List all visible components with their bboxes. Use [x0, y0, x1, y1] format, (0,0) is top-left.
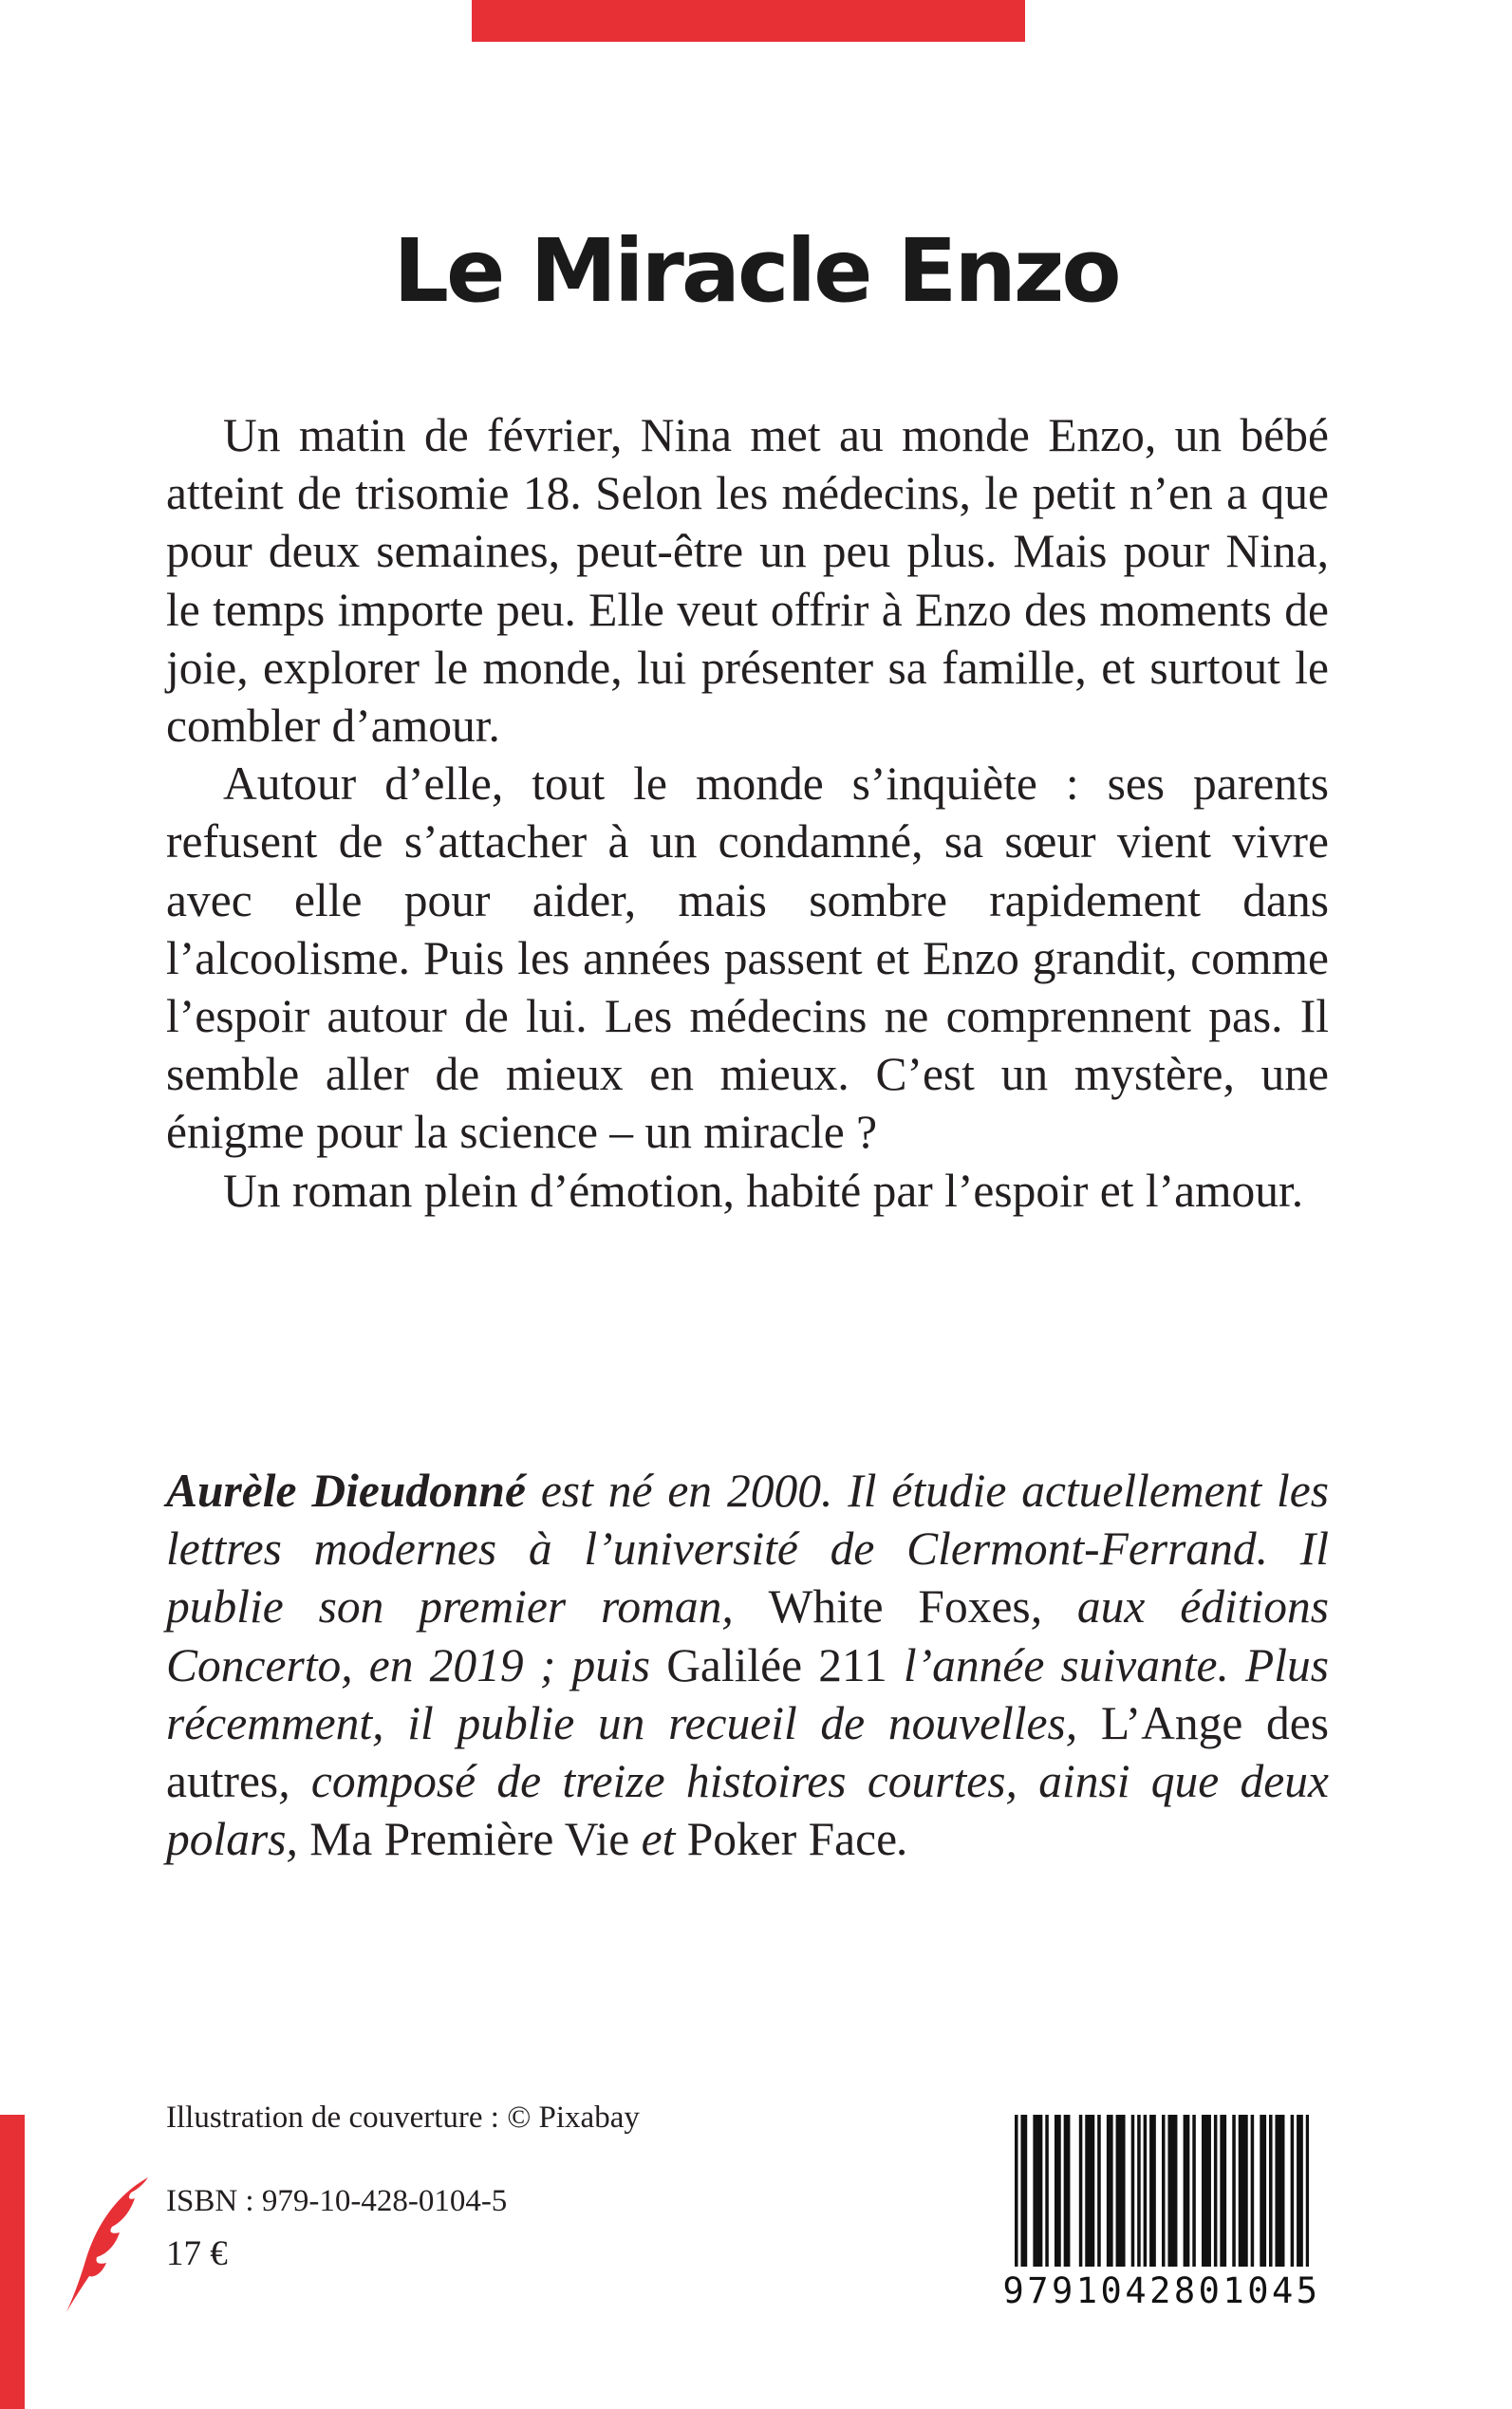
bio-text: est né en 2000. Il étudie actuellement les lettres modernes à l’université de Clermont-Ferrand. Il publie son premier roman,: [166, 1465, 1329, 1634]
barcode-bar: [1167, 2115, 1171, 2267]
bio-text: .: [897, 1813, 909, 1866]
barcode-bar: [1275, 2115, 1279, 2267]
barcode-bar: [1192, 2115, 1196, 2267]
barcode-bar: [1055, 2115, 1058, 2267]
barcode-bar: [1057, 2115, 1061, 2267]
book-title-lange-des-autres: L’Ange des autres: [166, 1696, 1329, 1808]
barcode-bar: [1202, 2115, 1205, 2267]
blurb-paragraph-3: Un roman plein d’émotion, habité par l’espoir et l’amour.: [223, 1164, 1304, 1217]
red-quill-icon: [61, 2174, 156, 2316]
barcode-bar: [1279, 2115, 1282, 2267]
blurb-paragraph-2: Autour d’elle, tout le monde s’inquiète : ses parents refusent de s’attacher à un condamné, sa sœur vient vivre avec elle pour aider, mais sombre rapidement dans l’alcoolisme. Puis les années passent et Enzo grandit, comme l’espoir autour de lui. Les médecins ne comprennent pas. Il semble aller de mieux en mieux. C’est un mystère, une énigme pour la science – un miracle ?: [166, 757, 1329, 1159]
author-bio-paragraph: [166, 1462, 1329, 1868]
barcode-bar: [1149, 2115, 1153, 2267]
barcode-bar: [1162, 2115, 1166, 2267]
book-title-ma-premiere-vie: Ma Première Vie: [309, 1813, 630, 1866]
barcode-bar: [1067, 2115, 1071, 2267]
author-name: Aurèle Dieudonné: [166, 1465, 526, 1517]
barcode-bar: [1251, 2115, 1255, 2267]
barcode-bar: [1291, 2115, 1295, 2267]
barcode-bar: [1244, 2115, 1248, 2267]
bio-text: l’année suivante. Plus récemment, il publie un recueil de nouvelles,: [166, 1638, 1329, 1749]
barcode-bar: [1110, 2115, 1113, 2267]
barcode-bar: [1036, 2115, 1040, 2267]
top-accent-bar: [472, 0, 1025, 42]
book-title-white-foxes: White Foxes: [768, 1580, 1031, 1634]
barcode-bar: [1299, 2115, 1303, 2267]
barcode-bar: [1033, 2115, 1036, 2267]
barcode-bar: [1269, 2115, 1273, 2267]
barcode-bar: [1092, 2115, 1095, 2267]
barcode-bar: [1263, 2115, 1267, 2267]
barcode-bar: [1220, 2115, 1223, 2267]
barcode-bar: [1171, 2115, 1175, 2267]
barcode-bar: [1085, 2115, 1089, 2267]
barcode-bar: [1297, 2115, 1300, 2267]
barcode-bar: [1232, 2115, 1236, 2267]
barcode-bar: [1119, 2115, 1123, 2267]
barcode-bar: [1223, 2115, 1227, 2267]
barcode-bar: [1015, 2115, 1018, 2267]
barcode-bar: [1020, 2115, 1024, 2267]
barcode-bar: [1174, 2115, 1178, 2267]
book-title-poker-face: Poker Face: [686, 1813, 898, 1866]
barcode-bar: [1152, 2115, 1156, 2267]
barcode-bars: [1015, 2115, 1309, 2284]
book-title: Le Miracle Enzo: [393, 220, 1119, 322]
barcode-bar: [1039, 2115, 1043, 2267]
barcode-bar: [1122, 2115, 1126, 2267]
barcode-bar: [1079, 2115, 1083, 2267]
isbn-barcode: [979, 2090, 1345, 2311]
barcode-bar: [1064, 2115, 1068, 2267]
barcode-bar: [1137, 2115, 1141, 2267]
summary-blurb: [166, 406, 1329, 1220]
bio-text: , composé de treize histoires courtes, ainsi que deux polars,: [166, 1755, 1329, 1866]
author-bio: [166, 1462, 1329, 1868]
barcode-bar: [1045, 2115, 1049, 2267]
barcode-bar: [1024, 2115, 1028, 2267]
barcode-bar: [1204, 2115, 1208, 2267]
barcode-bar: [1281, 2115, 1285, 2267]
bio-text: , aux éditions Concerto, en 2019 ; puis: [166, 1580, 1329, 1691]
cover-illustration-credit: Illustration de couverture : © Pixabay: [166, 2101, 640, 2135]
bio-text: et: [629, 1813, 687, 1866]
barcode-bar: [1241, 2115, 1245, 2267]
barcode-bar: [1184, 2115, 1187, 2267]
barcode-bar: [1144, 2115, 1148, 2267]
barcode-bar: [1186, 2115, 1190, 2267]
isbn-number: ISBN : 979-10-428-0104-5: [166, 2184, 508, 2218]
blurb-paragraph-1: Un matin de février, Nina met au monde Enzo, un bébé atteint de trisomie 18. Selon les médecins, le petit n’en a que pour deux semaines, peut-être un peu plus. Mais pour Nina, le temps importe peu. Elle veut offrir à Enzo des moments de joie, explorer le monde, lui présenter sa famille, et surtout le combler d’amour.: [166, 409, 1329, 753]
price: 17 €: [166, 2234, 228, 2273]
barcode-bar: [1107, 2115, 1111, 2267]
book-title-galilee-211: Galilée 211: [666, 1638, 887, 1691]
barcode-bar: [1131, 2115, 1135, 2267]
barcode-bar: [1116, 2115, 1120, 2267]
barcode-bar: [1089, 2115, 1092, 2267]
barcode-digits: 9791042801045: [1002, 2270, 1321, 2311]
barcode-bar: [1214, 2115, 1218, 2267]
side-accent-bar: [0, 2115, 25, 2409]
barcode-bar: [1260, 2115, 1263, 2267]
barcode-bar: [1207, 2115, 1211, 2267]
barcode-bar: [1097, 2115, 1101, 2267]
barcode-bar: [1306, 2115, 1309, 2267]
barcode-bar: [1239, 2115, 1242, 2267]
